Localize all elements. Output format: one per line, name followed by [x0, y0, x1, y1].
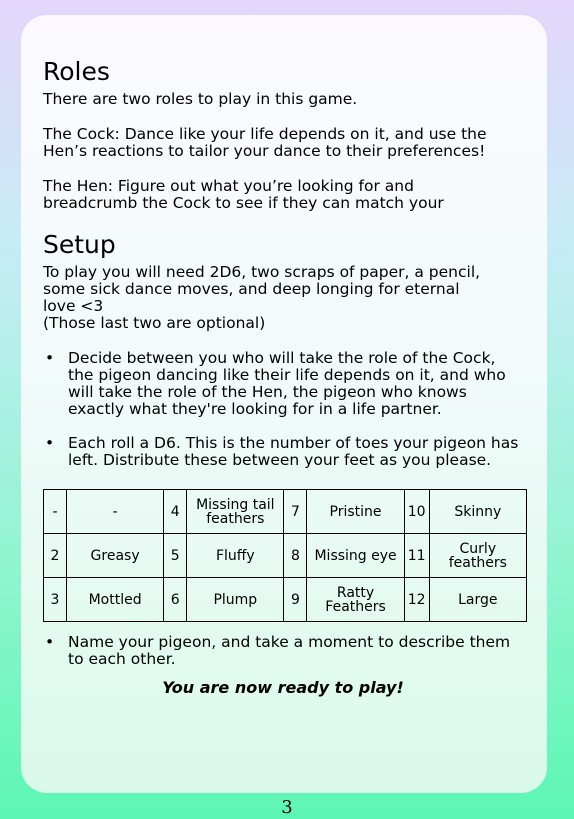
trait-cell: Greasy [66, 534, 163, 578]
roles-hen [43, 178, 523, 212]
trait-cell: - [66, 490, 163, 534]
bullet-icon: • [45, 633, 55, 651]
ready-message: You are now ready to play! [162, 678, 404, 697]
table-row [44, 534, 527, 578]
pigeon-traits-table [43, 489, 527, 622]
roll-number-cell: - [44, 490, 67, 534]
roll-number-cell: 10 [404, 490, 429, 534]
trait-cell: Plump [187, 578, 284, 622]
roll-number-cell: 9 [284, 578, 307, 622]
bullet-icon: • [45, 349, 55, 367]
list-item [43, 634, 523, 668]
trait-cell: Skinny [429, 490, 526, 534]
setup-bullets [43, 350, 523, 469]
roll-number-cell: 6 [164, 578, 187, 622]
bullet-text: Name your pigeon, and take a moment to describe them to each other. [68, 633, 511, 668]
roll-number-cell: 12 [404, 578, 429, 622]
setup-heading: Setup [43, 230, 116, 259]
roles-intro: There are two roles to play in this game. [43, 90, 358, 108]
roll-number-cell: 4 [164, 490, 187, 534]
table-row [44, 578, 527, 622]
roll-number-cell: 3 [44, 578, 67, 622]
setup-intro-line2: some sick dance moves, and deep longing for eternal [43, 280, 460, 298]
trait-cell: Ratty Feathers [307, 578, 404, 622]
roll-number-cell: 8 [284, 534, 307, 578]
bullet-icon: • [45, 434, 55, 452]
bullet-text: Each roll a D6. This is the number of toes your pigeon has left. Distribute these between your feet as you please. [68, 434, 519, 469]
setup-intro-line1: To play you will need 2D6, two scraps of paper, a pencil, [43, 263, 481, 281]
setup-intro [43, 264, 523, 332]
trait-cell: Missing tail feathers [187, 490, 284, 534]
roll-number-cell: 2 [44, 534, 67, 578]
page-card [21, 15, 547, 793]
trait-cell: Mottled [66, 578, 163, 622]
trait-cell: Large [429, 578, 526, 622]
roles-hen-line1: The Hen: Figure out what you’re looking for and [43, 177, 414, 195]
roles-hen-line2: breadcrumb the Cock to see if they can match your [43, 194, 444, 212]
trait-cell: Missing eye [307, 534, 404, 578]
trait-cell: Fluffy [187, 534, 284, 578]
page-content [43, 57, 523, 697]
setup-bullets-after [43, 634, 523, 668]
trait-cell: Pristine [307, 490, 404, 534]
bullet-text: Decide between you who will take the role of the Cock, the pigeon dancing like their life depends on it, and who will take the role of the Hen, the pigeon who knows exactly what they're looking for in a life partner. [68, 349, 506, 418]
roll-number-cell: 7 [284, 490, 307, 534]
setup-intro-line4: (Those last two are optional) [43, 314, 266, 332]
roll-number-cell: 5 [164, 534, 187, 578]
page-number: 3 [281, 797, 293, 818]
roles-heading: Roles [43, 57, 110, 86]
list-item [43, 350, 523, 418]
setup-intro-line3: love <3 [43, 297, 104, 315]
table-row [44, 490, 527, 534]
trait-cell: Curly feathers [429, 534, 526, 578]
list-item [43, 435, 523, 469]
roll-number-cell: 11 [404, 534, 429, 578]
roles-cock: The Cock: Dance like your life depends on it, and use the Hen’s reactions to tailor your dance to their preferences! [43, 125, 487, 160]
